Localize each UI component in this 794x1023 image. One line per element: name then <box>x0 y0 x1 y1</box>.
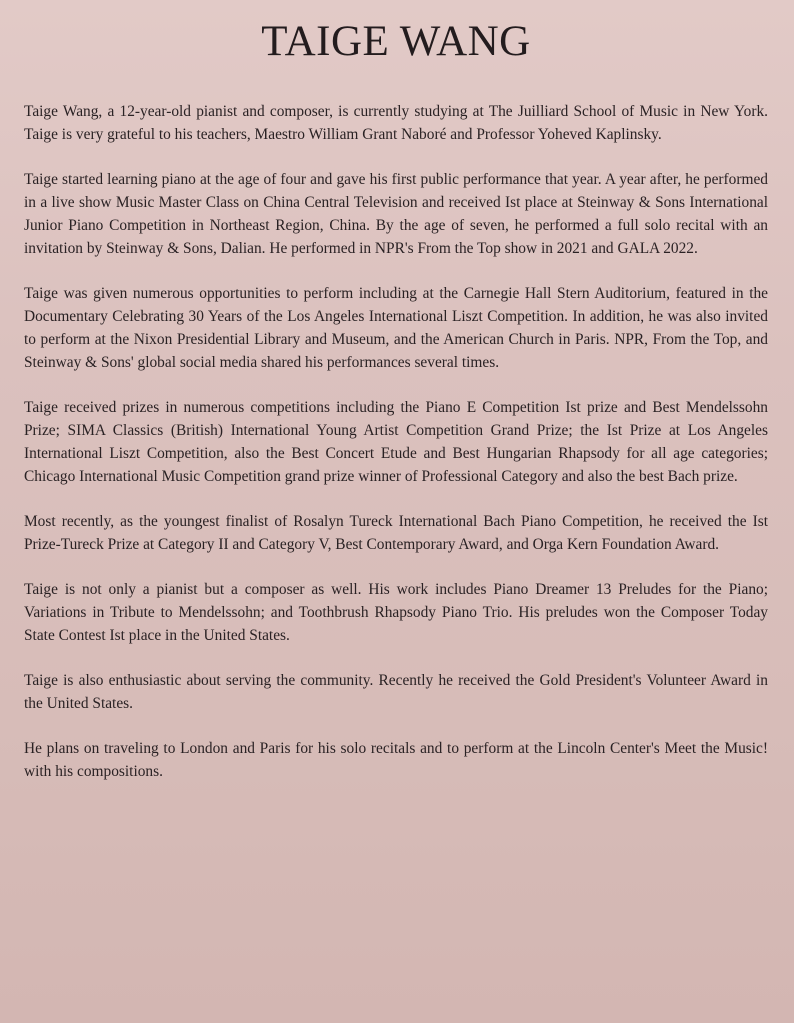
paragraph-plans: He plans on traveling to London and Paris for his solo recitals and to perform at the Lincoln Center's Meet the Music! with his compositions. <box>24 740 768 780</box>
biography-body <box>24 100 768 783</box>
paragraph-early-career: Taige started learning piano at the age of four and gave his first public performance that year. A year after, he performed in a live show Music Master Class on China Central Television and received Ist place at Steinway & Sons International Junior Piano Competition in Northeast Region, China. By the age of seven, he performed a full solo recital with an invitation by Steinway & Sons, Dalian. He performed in NPR's From the Top show in 2021 and GALA 2022. <box>24 171 768 257</box>
paragraph-performances: Taige was given numerous opportunities to perform including at the Carnegie Hall Stern Auditorium, featured in the Documentary Celebrating 30 Years of the Los Angeles International Liszt Competition. In addition, he was also invited to perform at the Nixon Presidential Library and Museum, and the American Church in Paris. NPR, From the Top, and Steinway & Sons' global social media shared his performances several times. <box>24 285 768 371</box>
page-title: TAIGE WANG <box>261 18 531 65</box>
paragraph-recent: Most recently, as the youngest finalist of Rosalyn Tureck International Bach Piano Competition, he received the Ist Prize-Tureck Prize at Category II and Category V, Best Contemporary Award, and Orga Kern Foundation Award. <box>24 513 768 553</box>
paragraph-prizes: Taige received prizes in numerous competitions including the Piano E Competition Ist prize and Best Mendelssohn Prize; SIMA Classics (British) International Young Artist Competition Grand Prize; the Ist Prize at Los Angeles International Liszt Competition, also the Best Concert Etude and Best Hungarian Rhapsody for all age categories; Chicago International Music Competition grand prize winner of Professional Category and also the best Bach prize. <box>24 399 768 485</box>
paragraph-intro: Taige Wang, a 12-year-old pianist and composer, is currently studying at The Juilliard School of Music in New York. Taige is very grateful to his teachers, Maestro William Grant Naboré and Professor Yoheved Kaplinsky. <box>24 103 768 143</box>
paragraph-composer: Taige is not only a pianist but a composer as well. His work includes Piano Dreamer 13 Preludes for the Piano; Variations in Tribute to Mendelssohn; and Toothbrush Rhapsody Piano Trio. His preludes won the Composer Today State Contest Ist place in the United States. <box>24 581 768 644</box>
paragraph-community: Taige is also enthusiastic about serving the community. Recently he received the Gold President's Volunteer Award in the United States. <box>24 672 768 712</box>
